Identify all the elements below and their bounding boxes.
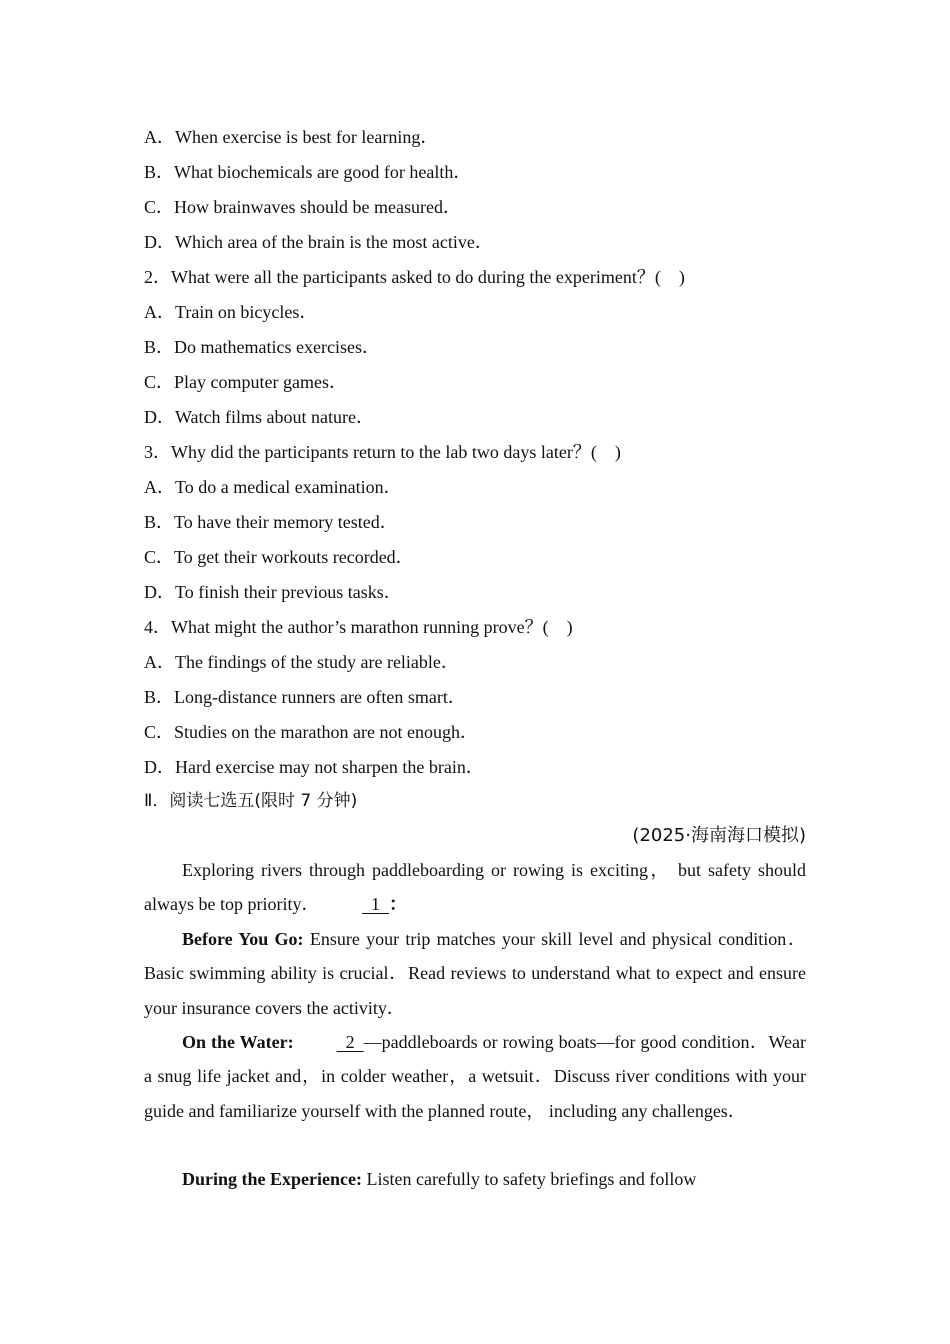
q2-stem (144, 266, 685, 288)
q1-option-c (144, 196, 461, 218)
option-letter: C． (144, 547, 175, 567)
option-letter: B． (144, 512, 175, 532)
option-text: Do mathematics exercises． (174, 337, 380, 357)
option-text: Long-distance runners are often smart． (174, 687, 466, 707)
q3-stem (144, 441, 621, 463)
passage-paragraph-before-you-go (144, 922, 806, 1025)
option-text: Studies on the marathon are not enough． (174, 722, 478, 742)
passage-paragraph-intro (144, 853, 806, 922)
option-text: To get their workouts recorded． (174, 547, 414, 567)
answer-paren: ) (596, 442, 621, 462)
question-text: 2．What were all the participants asked to do during the experiment？( (144, 267, 661, 287)
q2-option-b (144, 336, 380, 358)
option-text: How brainwaves should be measured． (174, 197, 461, 217)
passage-paragraph-during-experience (144, 1162, 806, 1196)
q1-option-d (144, 231, 493, 253)
option-text: To do a medical examination． (175, 477, 402, 497)
option-letter: D． (144, 232, 175, 252)
paragraph-text: Ensure your trip matches your skill level and physical condition．Basic swimming ability is crucial．Read reviews to understand what to expect and ensure your insurance covers the activity． (144, 929, 806, 1018)
option-letter: C． (144, 197, 175, 217)
q2-option-c (144, 371, 347, 393)
q4-stem (144, 616, 573, 638)
question-text: 4．What might the author’s marathon running prove？( (144, 617, 549, 637)
paragraph-text: —paddleboards or rowing boats—for good condition．Wear a snug life jacket and，in colder weather，a wetsuit．Discuss river conditions with your guide and familiarize yourself with the planned route， including any challenges． (144, 1032, 807, 1121)
q4-option-c (144, 721, 478, 743)
option-letter: D． (144, 582, 175, 602)
paragraph-label: During the Experience: (182, 1169, 362, 1189)
option-letter: A． (144, 302, 175, 322)
q4-option-d (144, 756, 484, 778)
question-text: 3．Why did the participants return to the lab two days later？( (144, 442, 597, 462)
option-letter: C． (144, 372, 175, 392)
passage-source: (2025·海南海口模拟) (632, 825, 806, 846)
q4-option-b (144, 686, 466, 708)
paragraph-text: Listen carefully to safety briefings and follow (361, 1169, 697, 1189)
option-letter: B． (144, 687, 175, 707)
q3-option-b (144, 511, 398, 533)
option-letter: B． (144, 162, 175, 182)
option-text: The findings of the study are reliable． (175, 652, 459, 672)
paragraph-end: ： (388, 894, 407, 915)
option-letter: A． (144, 127, 175, 147)
q1-option-b (144, 161, 471, 183)
option-text: To finish their previous tasks． (175, 582, 402, 602)
option-text: Train on bicycles． (175, 302, 318, 322)
option-text: Which area of the brain is the most active． (175, 232, 493, 252)
q1-option-a (144, 126, 438, 148)
q4-option-a (144, 651, 459, 673)
q2-option-a (144, 301, 317, 323)
passage-paragraph-on-the-water (144, 1025, 806, 1128)
q3-option-c (144, 546, 414, 568)
paragraph-text: Exploring rivers through paddleboarding or rowing is exciting， but safety should always be top priority． (144, 860, 806, 915)
paragraph-label: Before You Go: (182, 929, 304, 949)
option-letter: A． (144, 477, 175, 497)
option-text: What biochemicals are good for health． (174, 162, 472, 182)
option-text: Play computer games． (174, 372, 347, 392)
answer-paren: ) (548, 617, 573, 637)
option-text: When exercise is best for learning． (175, 127, 439, 147)
blank-1[interactable]: 1 (361, 894, 389, 915)
q3-option-d (144, 581, 402, 603)
option-letter: C． (144, 722, 175, 742)
option-letter: A． (144, 652, 175, 672)
option-text: To have their memory tested． (174, 512, 398, 532)
q2-option-d (144, 406, 374, 428)
option-text: Watch films about nature． (175, 407, 374, 427)
option-letter: B． (144, 337, 175, 357)
option-letter: D． (144, 757, 175, 777)
option-letter: D． (144, 407, 175, 427)
blank-2[interactable]: 2 (336, 1032, 364, 1052)
q3-option-a (144, 476, 402, 498)
paragraph-label: On the Water: (182, 1032, 294, 1052)
answer-paren: ) (660, 267, 685, 287)
section-heading: Ⅱ．阅读七选五(限时 7 分钟) (144, 791, 358, 811)
option-text: Hard exercise may not sharpen the brain． (175, 757, 484, 777)
